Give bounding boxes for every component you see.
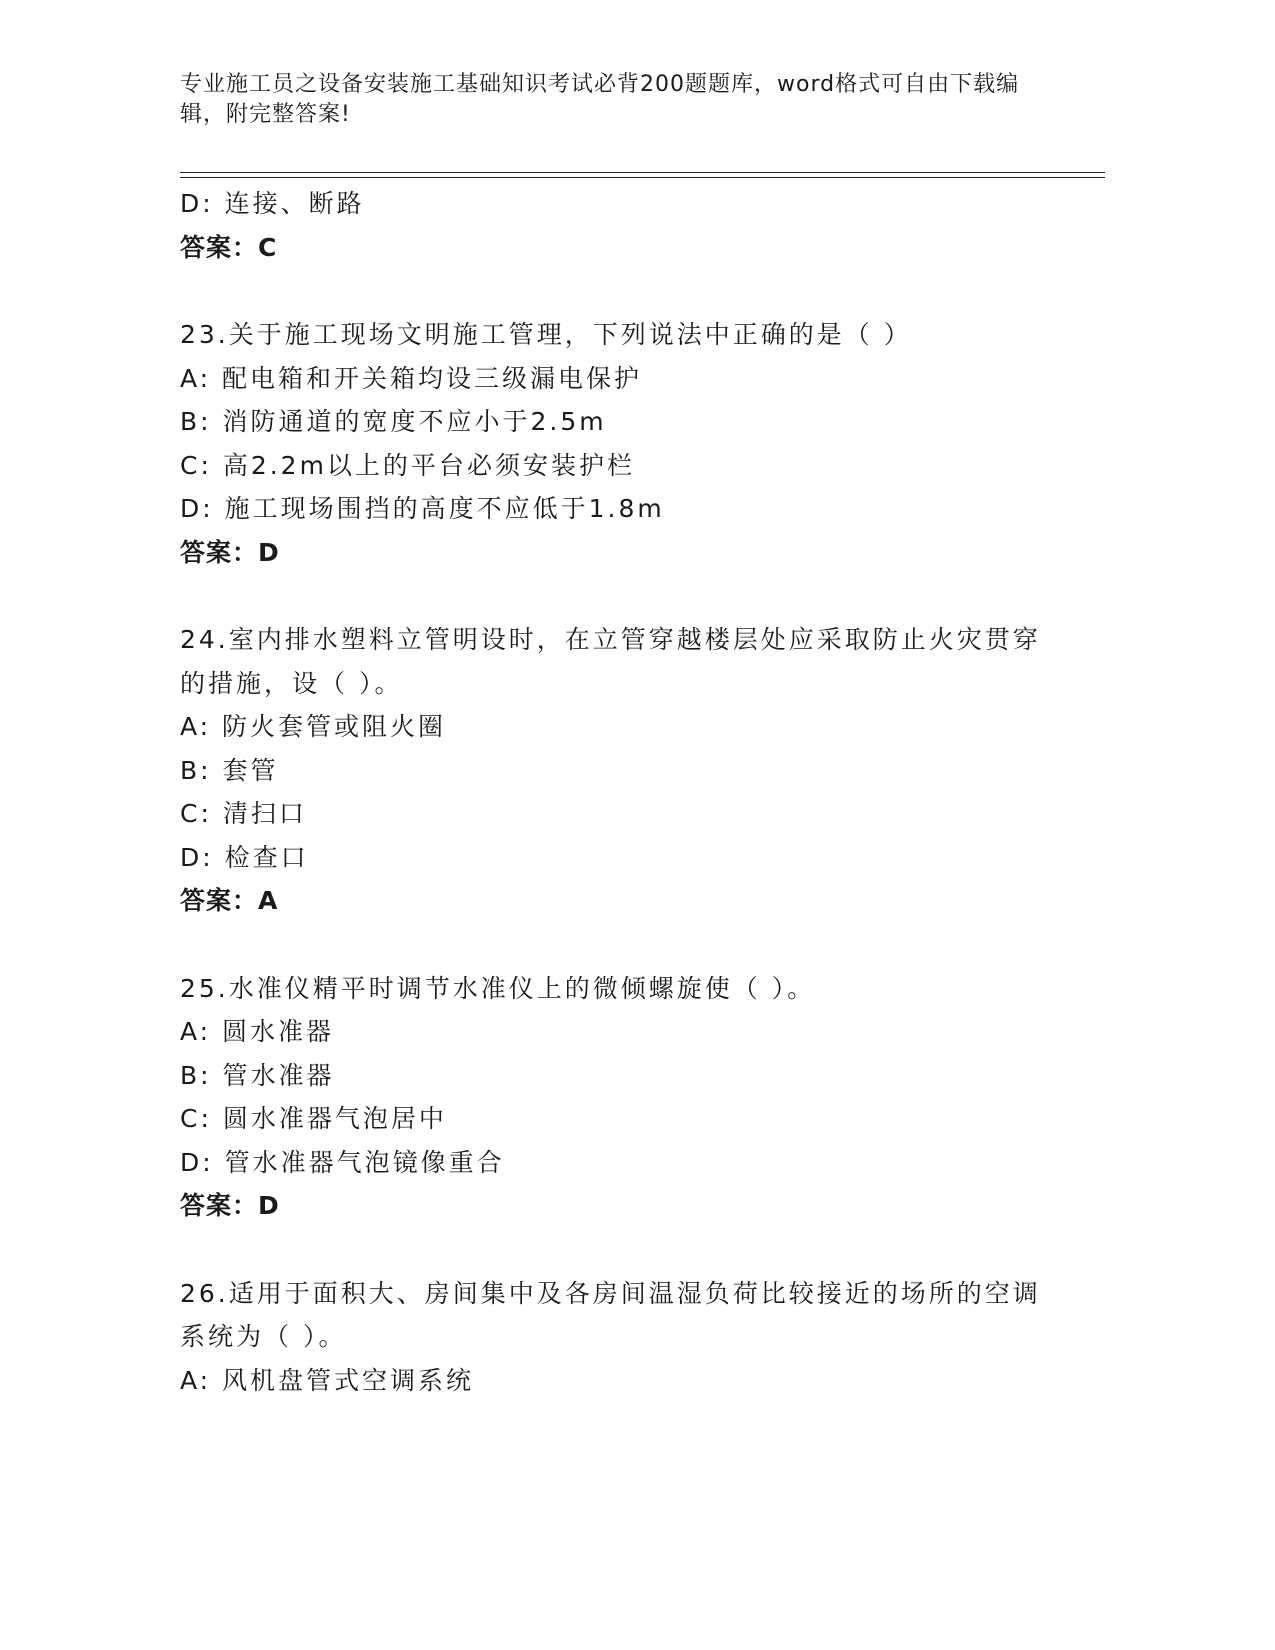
- spacer: [180, 923, 1060, 967]
- option-c: C: 高2.2m以上的平台必须安装护栏: [180, 450, 635, 480]
- document-header: 专业施工员之设备安装施工基础知识考试必背200题题库，word格式可自由下载编辑，附完整答案!: [180, 72, 1020, 127]
- question-stem: 24.室内排水塑料立管明设时，在立管穿越楼层处应采取防止火灾贯穿的措施，设（ ）。: [180, 625, 1041, 698]
- spacer: [180, 574, 1060, 618]
- option-b: B: 套管: [180, 755, 279, 785]
- option-b: B: 消防通道的宽度不应小于2.5m: [180, 407, 607, 436]
- header-divider-bottom: [180, 177, 1105, 178]
- option-c: C: 清扫口: [180, 799, 307, 828]
- question-stem: 25.水准仪精平时调节水准仪上的微倾螺旋使（ ）。: [180, 973, 816, 1003]
- option-d: D: 连接、断路: [180, 189, 365, 218]
- option-c: C: 圆水准器气泡居中: [180, 1104, 447, 1133]
- option-a: A: 风机盘管式空调系统: [180, 1365, 475, 1395]
- header-divider-top: [180, 172, 1105, 173]
- option-a: A: 配电箱和开关箱均设三级漏电保护: [180, 363, 643, 393]
- option-d: D: 施工现场围挡的高度不应低于1.8m: [180, 494, 665, 523]
- option-a: A: 防火套管或阻火圈: [180, 712, 447, 741]
- answer-line: 答案：C: [180, 232, 278, 262]
- question-stem: 26.适用于面积大、房间集中及各房间温湿负荷比较接近的场所的空调系统为（ ）。: [180, 1278, 1041, 1351]
- answer-line: 答案：A: [180, 886, 279, 915]
- question-list: [180, 182, 1060, 1402]
- answer-line: 答案：D: [180, 1191, 280, 1220]
- question-stem: 23.关于施工现场文明施工管理，下列说法中正确的是（ ）: [180, 320, 912, 349]
- spacer: [180, 1228, 1060, 1272]
- option-a: A: 圆水准器: [180, 1017, 335, 1046]
- answer-line: 答案：D: [180, 537, 280, 567]
- option-d: D: 检查口: [180, 842, 309, 872]
- option-b: B: 管水准器: [180, 1060, 335, 1090]
- option-d: D: 管水准器气泡镜像重合: [180, 1147, 505, 1177]
- spacer: [180, 269, 1060, 313]
